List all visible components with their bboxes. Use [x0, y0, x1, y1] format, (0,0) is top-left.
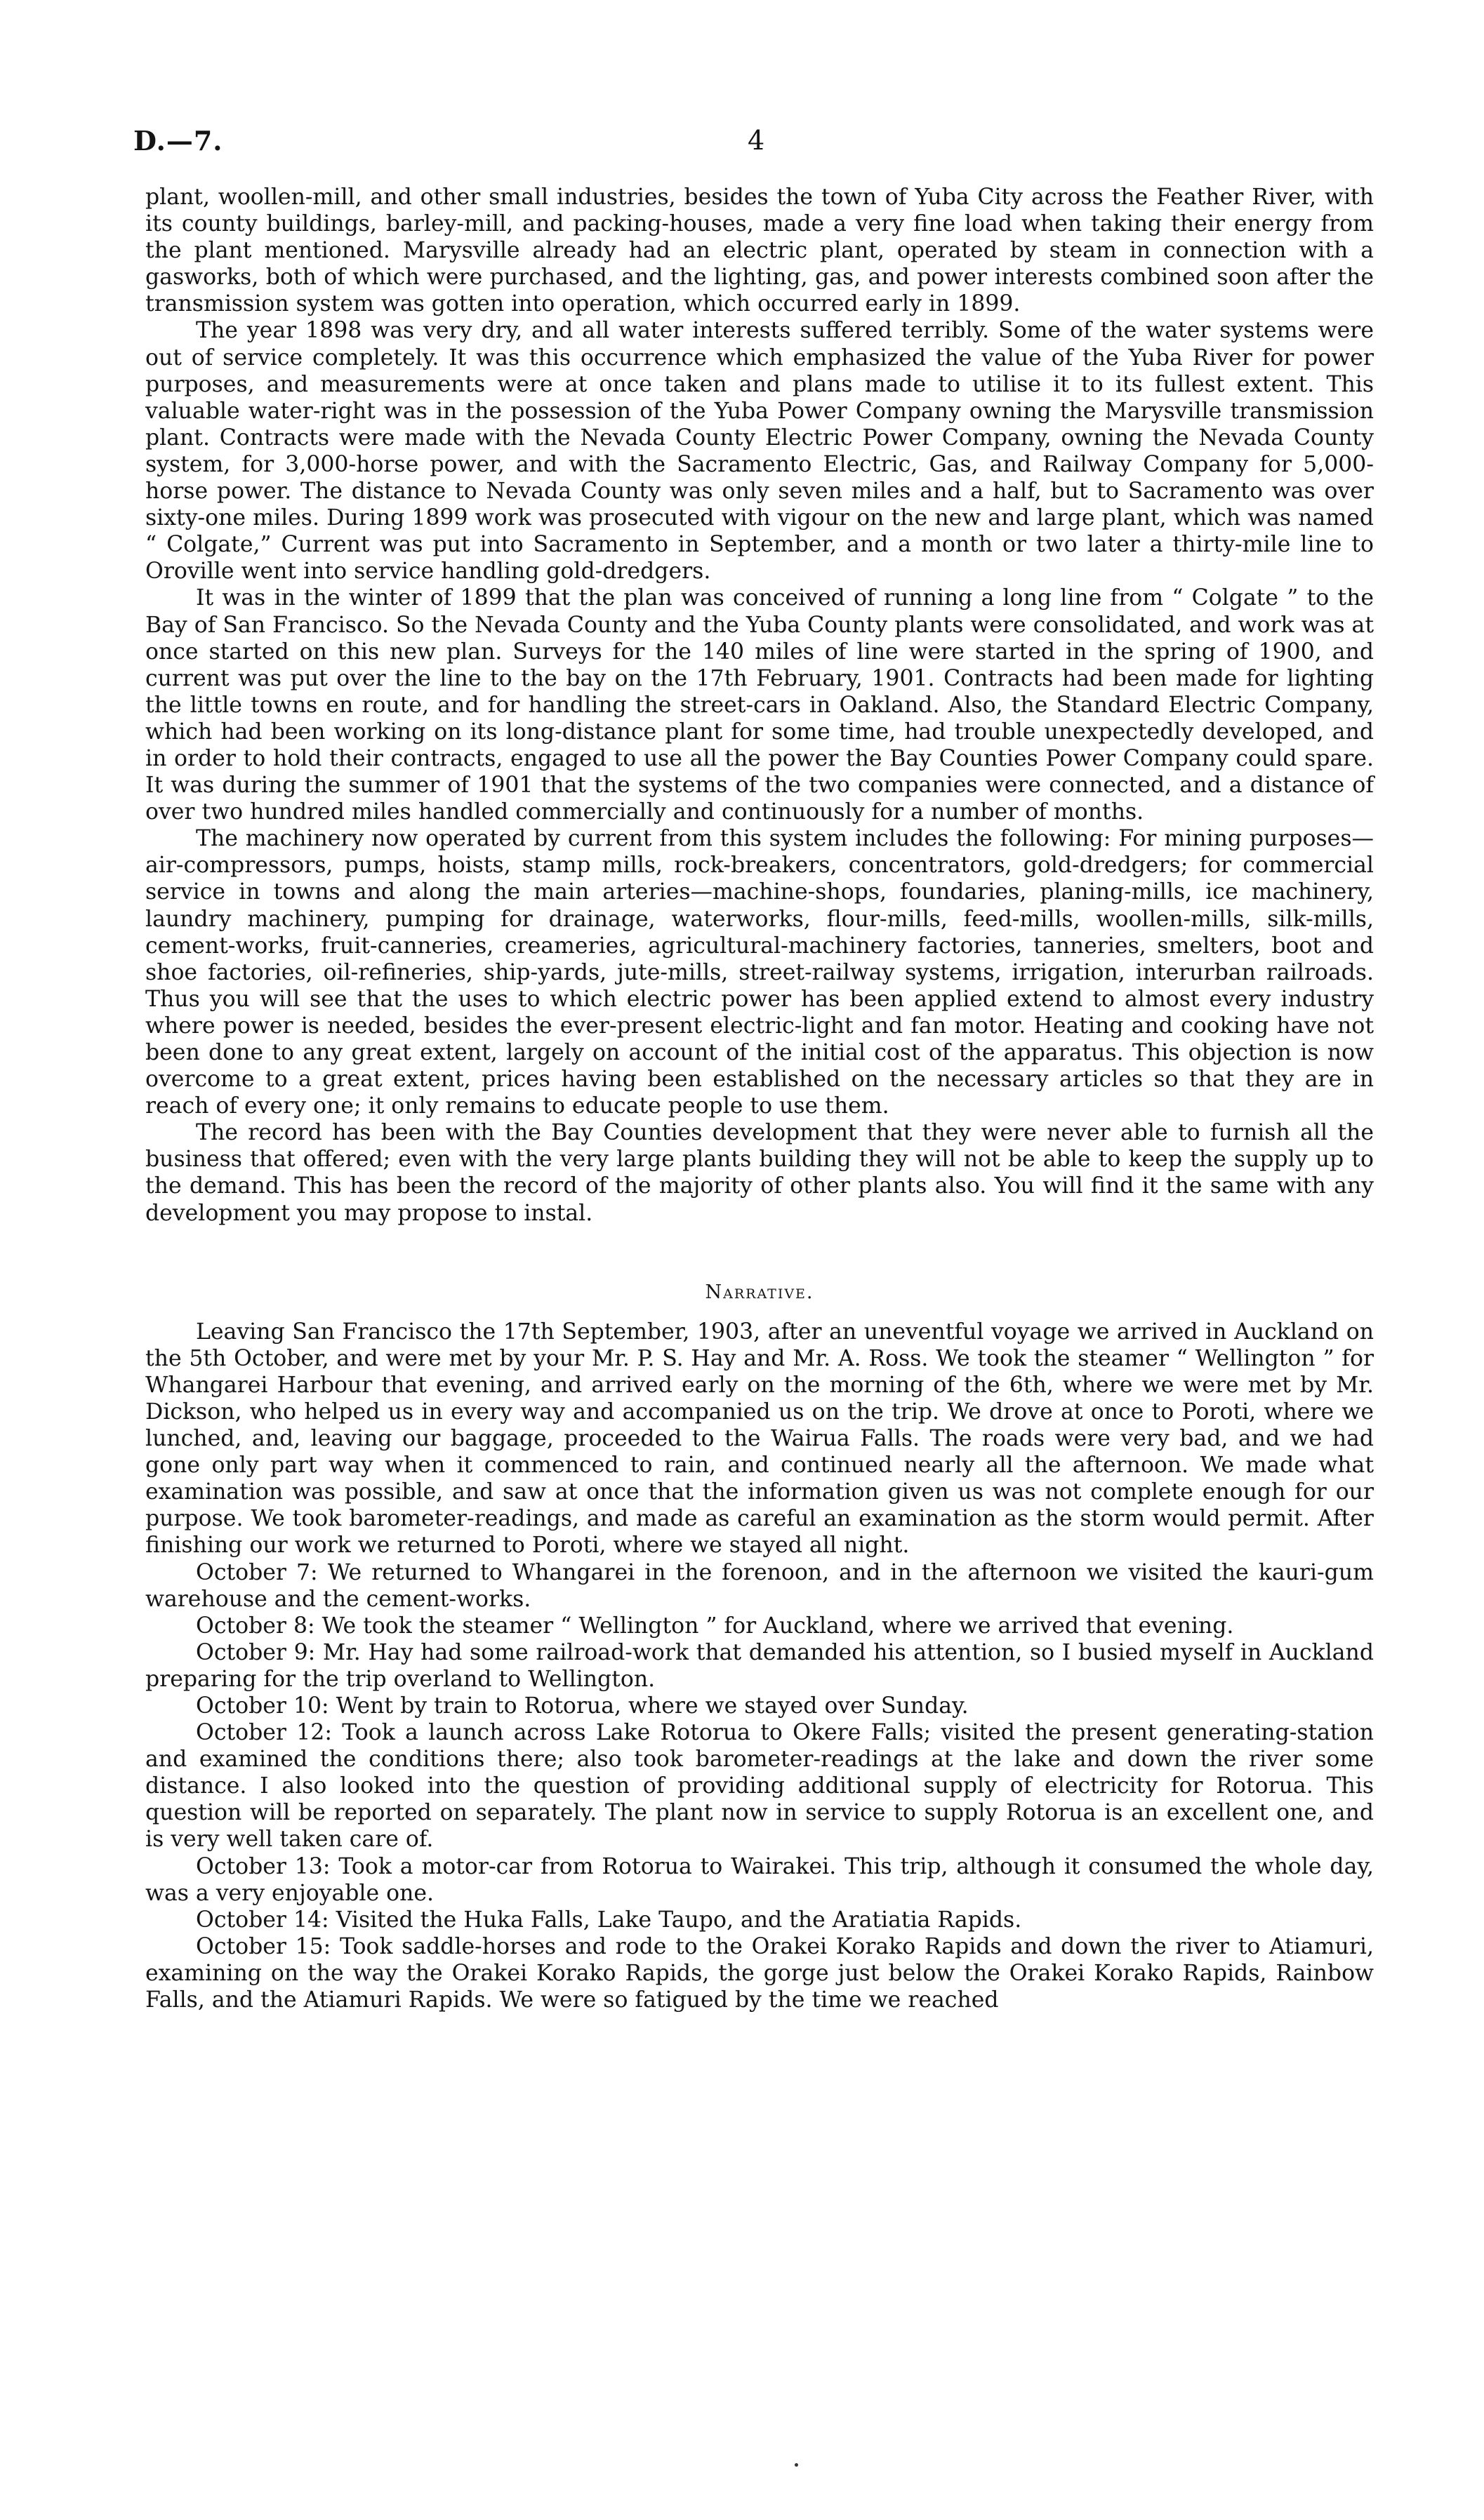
narrative-entry-october-12: October 12: Took a launch across Lake Rotorua to Okere Falls; visited the present generating-station and examined the conditions there; also took barometer-readings at the lake and down the river some distance. I also looked into the question of providing additional supply of electricity for Rotorua. This question will be reported on separately. The plant now in service to supply Rotorua is an excellent one, and is very well taken care of.: [145, 1720, 1374, 1853]
paragraph-1898-dry-year: The year 1898 was very dry, and all water interests suffered terribly. Some of the water systems were out of service completely. It was this occurrence which emphasized the value of the Yuba River for power purposes, and measurements were at once taken and plans made to utilise it to its fullest extent. This valuable water-right was in the possession of the Yuba Power Company owning the Marysville transmission plant. Contracts were made with the Nevada County Electric Power Company, owning the Nevada County system, for 3,000-horse power, and with the Sacramento Electric, Gas, and Railway Company for 5,000-horse power. The distance to Nevada County was only seven miles and a half, but to Sacramento was over sixty-one miles. During 1899 work was prosecuted with vigour on the new and large plant, which was named “ Colgate,” Current was put into Sacramento in September, and a month or two later a thirty-mile line to Oroville went into service handling gold-dredgers.: [145, 318, 1374, 585]
paragraph-continued: plant, woollen-mill, and other small industries, besides the town of Yuba City across the Feather River, with its county buildings, barley-mill, and packing-houses, made a very fine load when taking their energy from the plant mentioned. Marysville already had an electric plant, operated by steam in connection with a gasworks, both of which were purchased, and the lighting, gas, and power interests combined soon after the transmission system was gotten into operation, which occurred early in 1899.: [145, 185, 1374, 317]
narrative-entry-arrival: Leaving San Francisco the 17th September, 1903, after an uneventful voyage we arrived in Auckland on the 5th October, and were met by your Mr. P. S. Hay and Mr. A. Ross. We took the steamer “ Wellington ” for Whangarei Harbour that evening, and arrived early on the morning of the 6th, where we were met by Mr. Dickson, who helped us in every way and accompanied us on the trip. We drove at once to Poroti, where we lunched, and, leaving our baggage, proceeded to the Wairua Falls. The roads were very bad, and we had gone only part way when it commenced to rain, and continued nearly all the afternoon. We made what examination was possible, and saw at once that the information given us was not complete enough for our purpose. We took barometer-readings, and made as careful an examination as the storm would permit. After finishing our work we returned to Poroti, where we stayed all night.: [145, 1319, 1374, 1559]
running-head: [133, 125, 1386, 167]
narrative-entry-october-14: October 14: Visited the Huka Falls, Lake Taupo, and the Aratiatia Rapids.: [196, 1907, 1022, 1933]
narrative-entry-october-9: October 9: Mr. Hay had some railroad-work that demanded his attention, so I busied myself in Auckland preparing for the trip overland to Wellington.: [145, 1639, 1374, 1692]
narrative-entry-october-13: October 13: Took a motor-car from Rotorua to Wairakei. This trip, although it consumed the whole day, was a very enjoyable one.: [145, 1853, 1374, 1906]
body-text: [145, 184, 1374, 2013]
document-reference: D.—7.: [133, 125, 223, 156]
page-number: 4: [748, 125, 765, 156]
print-speck: [795, 2463, 798, 2467]
narrative-entry-october-15: October 15: Took saddle-horses and rode to the Orakei Korako Rapids and down the river to Atiamuri, examining on the way the Orakei Korako Rapids, the gorge just below the Orakei Korako Rapids, Rainbow Falls, and the Atiamuri Rapids. We were so fatigued by the time we reached: [145, 1933, 1374, 2013]
narrative-entry-october-7: October 7: We returned to Whangarei in the forenoon, and in the afternoon we visited the kauri-gum warehouse and the cement-works.: [145, 1559, 1374, 1612]
narrative-entry-october-8: October 8: We took the steamer “ Wellington ” for Auckland, where we arrived that evening.: [196, 1613, 1234, 1639]
paragraph-machinery-list: The machinery now operated by current from this system includes the following: For mining purposes—air-compressors, pumps, hoists, stamp mills, rock-breakers, concentrators, gold-dredgers; for commercial service in towns and along the main arteries—machine-shops, foundaries, planing-mills, ice machinery, laundry machinery, pumping for drainage, waterworks, flour-mills, feed-mills, woollen-mills, silk-mills, cement-works, fruit-canneries, creameries, agricultural-machinery factories, tanneries, smelters, boot and shoe factories, oil-refineries, ship-yards, jute-mills, street-railway systems, irrigation, interurban railroads. Thus you will see that the uses to which electric power has been applied extend to almost every industry where power is needed, besides the ever-present electric-light and fan motor. Heating and cooking have not been done to any great extent, largely on account of the initial cost of the apparatus. This objection is now overcome to a great extent, prices having been established on the necessary articles so that they are in reach of every one; it only remains to educate people to use them.: [145, 826, 1374, 1119]
section-heading-narrative: Narrative.: [705, 1281, 814, 1303]
narrative-entry-october-10: October 10: Went by train to Rotorua, where we stayed over Sunday.: [196, 1693, 969, 1719]
paragraph-colgate-line: It was in the winter of 1899 that the plan was conceived of running a long line from “ Colgate ” to the Bay of San Francisco. So the Nevada County and the Yuba County plants were consolidated, and work was at once started on this new plan. Surveys for the 140 miles of line were started in the spring of 1900, and current was put over the line to the bay on the 17th February, 1901. Contracts had been made for lighting the little towns en route, and for handling the street-cars in Oakland. Also, the Standard Electric Company, which had been working on its long-distance plant for some time, had trouble unexpectedly developed, and in order to hold their contracts, engaged to use all the power the Bay Counties Power Company could spare. It was during the summer of 1901 that the systems of the two companies were connected, and a distance of over two hundred miles handled commercially and continuously for a number of months.: [145, 585, 1374, 825]
paragraph-bay-counties-record: The record has been with the Bay Counties development that they were never able to furnish all the business that offered; even with the very large plants building they will not be able to keep the supply up to the demand. This has been the record of the majority of other plants also. You will find it the same with any development you may propose to instal.: [145, 1120, 1374, 1226]
